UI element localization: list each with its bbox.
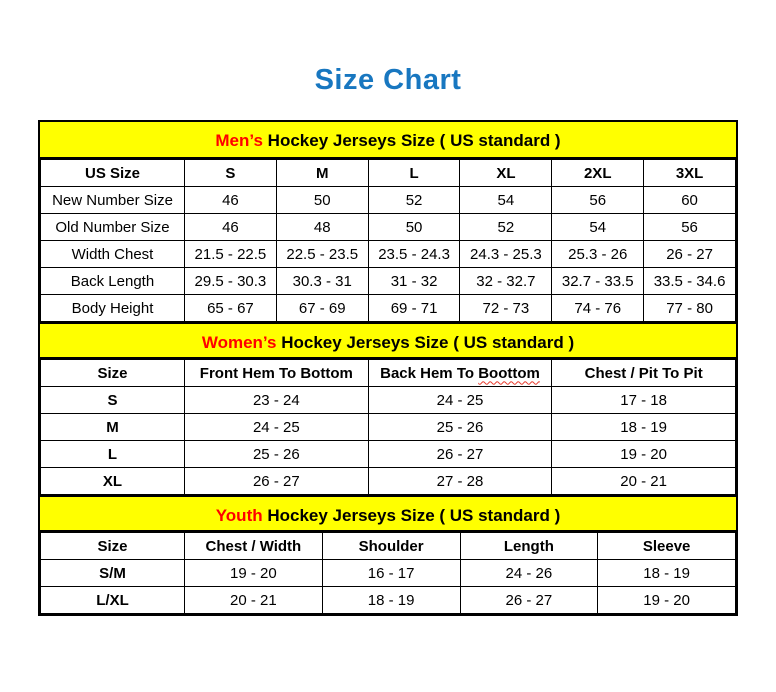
table-row bbox=[41, 414, 736, 441]
column-header bbox=[368, 360, 552, 387]
table-header-row bbox=[41, 533, 736, 560]
size-value-cell: 52 bbox=[368, 187, 460, 214]
table-row bbox=[41, 560, 736, 587]
column-header: Size bbox=[41, 360, 185, 387]
table-row bbox=[41, 295, 736, 322]
size-value-cell: 22.5 - 23.5 bbox=[276, 241, 368, 268]
size-value-cell: 52 bbox=[460, 214, 552, 241]
size-value-cell: 46 bbox=[185, 187, 277, 214]
column-header: Chest / Width bbox=[185, 533, 323, 560]
mens-section-header bbox=[40, 122, 736, 159]
size-value-cell: 19 - 20 bbox=[552, 441, 736, 468]
size-value-cell: 54 bbox=[552, 214, 644, 241]
size-value-cell: 23.5 - 24.3 bbox=[368, 241, 460, 268]
section-title-highlight: Men’s bbox=[215, 131, 263, 150]
size-value-cell: 30.3 - 31 bbox=[276, 268, 368, 295]
column-header: 2XL bbox=[552, 160, 644, 187]
misspelled-word: Boottom bbox=[478, 364, 540, 382]
size-value-cell: 32.7 - 33.5 bbox=[552, 268, 644, 295]
size-value-cell: 18 - 19 bbox=[552, 414, 736, 441]
size-value-cell: 74 - 76 bbox=[552, 295, 644, 322]
size-value-cell: 20 - 21 bbox=[552, 468, 736, 495]
column-header: L bbox=[368, 160, 460, 187]
table-row bbox=[41, 468, 736, 495]
table-row bbox=[41, 187, 736, 214]
column-header: 3XL bbox=[644, 160, 736, 187]
womens-size-table bbox=[40, 359, 736, 495]
section-title-text: Hockey Jerseys Size ( US standard ) bbox=[267, 131, 561, 150]
size-value-cell: 19 - 20 bbox=[185, 560, 323, 587]
table-row bbox=[41, 441, 736, 468]
row-label: Old Number Size bbox=[41, 214, 185, 241]
column-header: XL bbox=[460, 160, 552, 187]
table-header-row bbox=[41, 360, 736, 387]
row-label: S/M bbox=[41, 560, 185, 587]
size-value-cell: 54 bbox=[460, 187, 552, 214]
page-title: Size Chart bbox=[314, 64, 462, 96]
size-value-cell: 20 - 21 bbox=[185, 587, 323, 614]
section-title-highlight: Women’s bbox=[201, 333, 277, 352]
size-value-cell: 46 bbox=[185, 214, 277, 241]
size-value-cell: 56 bbox=[644, 214, 736, 241]
column-header: S bbox=[185, 160, 277, 187]
section-title-highlight: Youth bbox=[215, 506, 263, 525]
size-value-cell: 26 - 27 bbox=[368, 441, 552, 468]
size-value-cell: 18 - 19 bbox=[322, 587, 460, 614]
column-header: Shoulder bbox=[322, 533, 460, 560]
column-header-text: Back Hem To bbox=[380, 364, 479, 382]
row-label: New Number Size bbox=[41, 187, 185, 214]
section-title-text: Hockey Jerseys Size ( US standard ) bbox=[281, 333, 575, 352]
size-value-cell: 48 bbox=[276, 214, 368, 241]
table-row bbox=[41, 214, 736, 241]
size-value-cell: 17 - 18 bbox=[552, 387, 736, 414]
size-value-cell: 29.5 - 30.3 bbox=[185, 268, 277, 295]
size-value-cell: 27 - 28 bbox=[368, 468, 552, 495]
size-value-cell: 69 - 71 bbox=[368, 295, 460, 322]
size-value-cell: 33.5 - 34.6 bbox=[644, 268, 736, 295]
row-label: XL bbox=[41, 468, 185, 495]
column-header: Length bbox=[460, 533, 598, 560]
row-label: Width Chest bbox=[41, 241, 185, 268]
row-label: S bbox=[41, 387, 185, 414]
size-value-cell: 25.3 - 26 bbox=[552, 241, 644, 268]
youth-section-header bbox=[40, 495, 736, 532]
size-value-cell: 72 - 73 bbox=[460, 295, 552, 322]
size-value-cell: 26 - 27 bbox=[644, 241, 736, 268]
size-value-cell: 77 - 80 bbox=[644, 295, 736, 322]
size-value-cell: 50 bbox=[368, 214, 460, 241]
table-row bbox=[41, 241, 736, 268]
size-value-cell: 24 - 25 bbox=[368, 387, 552, 414]
size-value-cell: 31 - 32 bbox=[368, 268, 460, 295]
row-label: L bbox=[41, 441, 185, 468]
size-value-cell: 60 bbox=[644, 187, 736, 214]
size-value-cell: 24 - 26 bbox=[460, 560, 598, 587]
column-header: US Size bbox=[41, 160, 185, 187]
size-value-cell: 32 - 32.7 bbox=[460, 268, 552, 295]
size-value-cell: 18 - 19 bbox=[598, 560, 736, 587]
size-value-cell: 65 - 67 bbox=[185, 295, 277, 322]
size-value-cell: 25 - 26 bbox=[185, 441, 369, 468]
size-value-cell: 16 - 17 bbox=[322, 560, 460, 587]
size-value-cell: 56 bbox=[552, 187, 644, 214]
mens-size-table bbox=[40, 159, 736, 322]
column-header: Size bbox=[41, 533, 185, 560]
size-value-cell: 50 bbox=[276, 187, 368, 214]
column-header: Front Hem To Bottom bbox=[185, 360, 369, 387]
size-value-cell: 25 - 26 bbox=[368, 414, 552, 441]
womens-section-header bbox=[40, 322, 736, 359]
table-header-row bbox=[41, 160, 736, 187]
size-value-cell: 24 - 25 bbox=[185, 414, 369, 441]
column-header: Chest / Pit To Pit bbox=[552, 360, 736, 387]
size-value-cell: 67 - 69 bbox=[276, 295, 368, 322]
table-row bbox=[41, 268, 736, 295]
size-value-cell: 24.3 - 25.3 bbox=[460, 241, 552, 268]
table-row bbox=[41, 587, 736, 614]
size-value-cell: 23 - 24 bbox=[185, 387, 369, 414]
table-row bbox=[41, 387, 736, 414]
section-title-text: Hockey Jerseys Size ( US standard ) bbox=[267, 506, 561, 525]
size-value-cell: 26 - 27 bbox=[460, 587, 598, 614]
size-value-cell: 19 - 20 bbox=[598, 587, 736, 614]
row-label: Body Height bbox=[41, 295, 185, 322]
row-label: L/XL bbox=[41, 587, 185, 614]
size-value-cell: 21.5 - 22.5 bbox=[185, 241, 277, 268]
youth-size-table bbox=[40, 532, 736, 614]
row-label: M bbox=[41, 414, 185, 441]
column-header: Sleeve bbox=[598, 533, 736, 560]
column-header: M bbox=[276, 160, 368, 187]
size-value-cell: 26 - 27 bbox=[185, 468, 369, 495]
size-chart-table bbox=[38, 120, 738, 616]
row-label: Back Length bbox=[41, 268, 185, 295]
